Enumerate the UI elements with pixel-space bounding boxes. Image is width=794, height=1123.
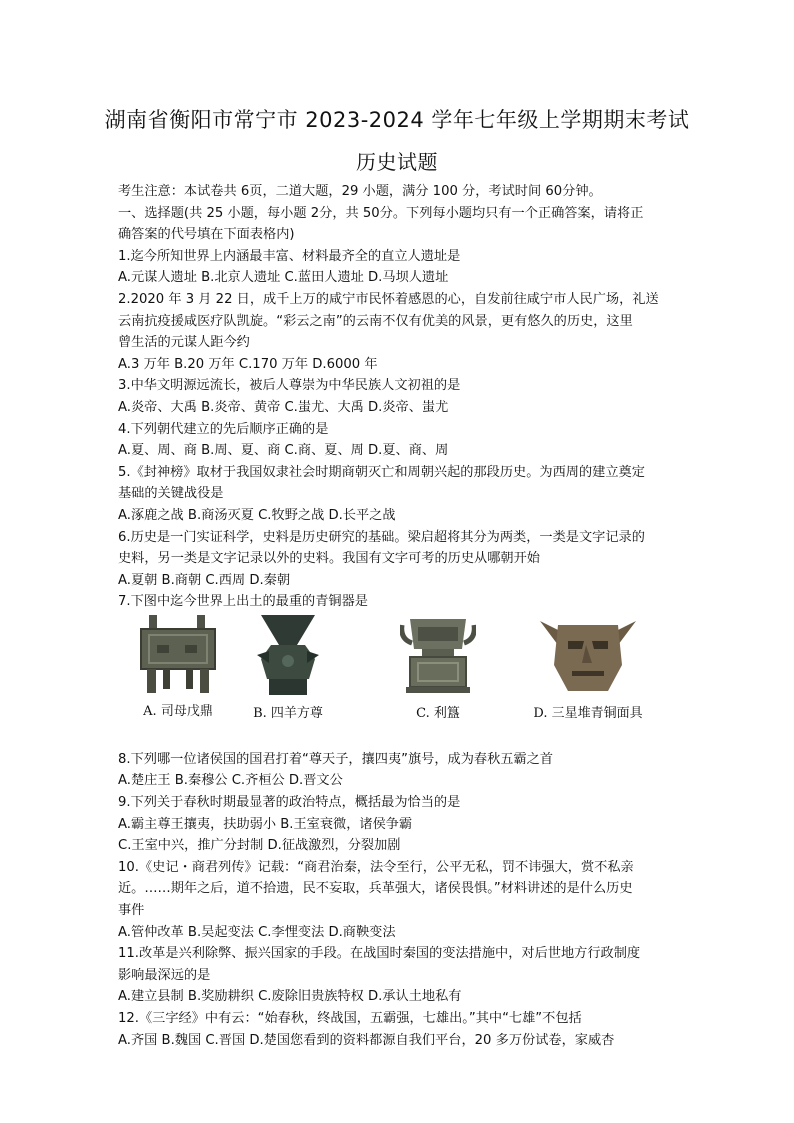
question-text: 9.下列关于春秋时期最显著的政治特点，概括最为恰当的是 <box>118 795 461 811</box>
question-options: A.夏、周、商 B.周、夏、商 C.商、夏、周 D.夏、商、周 <box>118 443 449 459</box>
question-text: 1.迄今所知世界上内涵最丰富、材料最齐全的直立人遗址是 <box>118 248 461 264</box>
section-heading: 一、选择题(共 25 小题，每小题 2分，共 50分。下列每小题均只有一个正确答案，请将正 <box>118 205 644 221</box>
question-options: A.齐国 B.魏国 C.晋国 D.楚国您看到的资料都源自我们平台，20 多万份试卷，家威杏 <box>118 1032 615 1048</box>
question-text: 近。……期年之后，道不拾遗，民不妄取，兵革强大，诸侯畏惧。”材料讲述的是什么历史 <box>118 881 633 897</box>
question-text: 曾生活的元谋人距今约 <box>118 335 250 351</box>
question-text: 5.《封神榜》取材于我国奴隶社会时期商朝灭亡和周朝兴起的那段历史。为西周的建立奠定 <box>118 464 645 480</box>
gui-vessel-icon <box>368 615 508 695</box>
question-options: A.炎帝、大禹 B.炎帝、黄帝 C.蚩尤、大禹 D.炎帝、蚩尤 <box>118 399 449 415</box>
figure-caption: A. 司母戊鼎 <box>143 703 213 719</box>
bronze-mask-icon <box>518 615 658 695</box>
question-text: 云南抗疫援咸医疗队凯旋。“彩云之南”的云南不仅有优美的风景，更有悠久的历史，这里 <box>118 313 633 329</box>
question-text: 4.下列朝代建立的先后顺序正确的是 <box>118 421 329 437</box>
question-text: 11.改革是兴利除弊、振兴国家的手段。在战国时秦国的变法措施中，对后世地方行政制度 <box>118 946 641 962</box>
question-options: A.元谋人遗址 B.北京人遗址 C.蓝田人遗址 D.马坝人遗址 <box>118 270 449 286</box>
question-text: 6.历史是一门实证科学，史料是历史研究的基础。梁启超将其分为两类，一类是文字记录的 <box>118 529 645 545</box>
exam-body <box>118 181 680 1051</box>
question-text: 3.中华文明源远流长，被后人尊崇为中华民族人文初祖的是 <box>118 378 461 394</box>
figure-caption: B. 四羊方尊 <box>253 705 323 721</box>
question-options: A.夏朝 B.商朝 C.西周 D.秦朝 <box>118 572 291 588</box>
figure-row <box>118 615 680 743</box>
question-text: 事件 <box>118 903 145 919</box>
exam-title: 湖南省衡阳市常宁市 2023-2024 学年七年级上学期期末考试 <box>104 108 690 132</box>
question-options: C.王室中兴，推广分封制 D.征战激烈，分裂加剧 <box>118 838 401 854</box>
question-text: 8.下列哪一位诸侯国的国君打着“尊天子，攘四夷”旗号，成为春秋五霸之首 <box>118 751 554 767</box>
exam-subtitle: 历史试题 <box>356 150 438 174</box>
question-text: 7.下图中迄今世界上出土的最重的青铜器是 <box>118 594 368 610</box>
figure-d <box>518 615 658 725</box>
question-text: 10.《史记・商君列传》记载：“商君治秦，法令至行，公平无私，罚不讳强大，赏不私亲 <box>118 859 634 875</box>
figure-caption: C. 利簋 <box>416 705 460 721</box>
question-text: 2.2020 年 3 月 22 日，成千上万的咸宁市民怀着感恩的心，自发前往咸宁市人民广场，礼送 <box>118 291 659 307</box>
question-options: A.管仲改革 B.吴起变法 C.李悝变法 D.商鞅变法 <box>118 924 396 940</box>
section-heading: 确答案的代号填在下面表格内) <box>118 227 295 243</box>
figure-c <box>368 615 508 725</box>
question-options: A.楚庄王 B.秦穆公 C.齐桓公 D.晋文公 <box>118 773 343 789</box>
question-options: A.3 万年 B.20 万年 C.170 万年 D.6000 年 <box>118 356 378 372</box>
question-options: A.涿鹿之战 B.商汤灭夏 C.牧野之战 D.长平之战 <box>118 507 396 523</box>
question-text: 12.《三字经》中有云：“始春秋，终战国，五霸强，七雄出。”其中“七雄”不包括 <box>118 1011 582 1026</box>
question-text: 史料，另一类是文字记录以外的史料。我国有文字可考的历史从哪朝开始 <box>118 551 540 567</box>
question-options: A.霸主尊王攘夷，扶助弱小 B.王室衰微，诸侯争霸 <box>118 816 413 832</box>
question-text: 基础的关键战役是 <box>118 486 224 502</box>
figure-caption: D. 三星堆青铜面具 <box>533 705 643 721</box>
notice-line: 考生注意：本试卷共 6页，二道大题，29 小题，满分 100 分，考试时间 60分钟。 <box>118 184 602 199</box>
zun-vessel-icon <box>218 615 358 695</box>
question-text: 影响最深远的是 <box>118 967 211 983</box>
figure-b <box>218 615 358 725</box>
question-options: A.建立县制 B.奖励耕织 C.废除旧贵族特权 D.承认土地私有 <box>118 989 462 1005</box>
